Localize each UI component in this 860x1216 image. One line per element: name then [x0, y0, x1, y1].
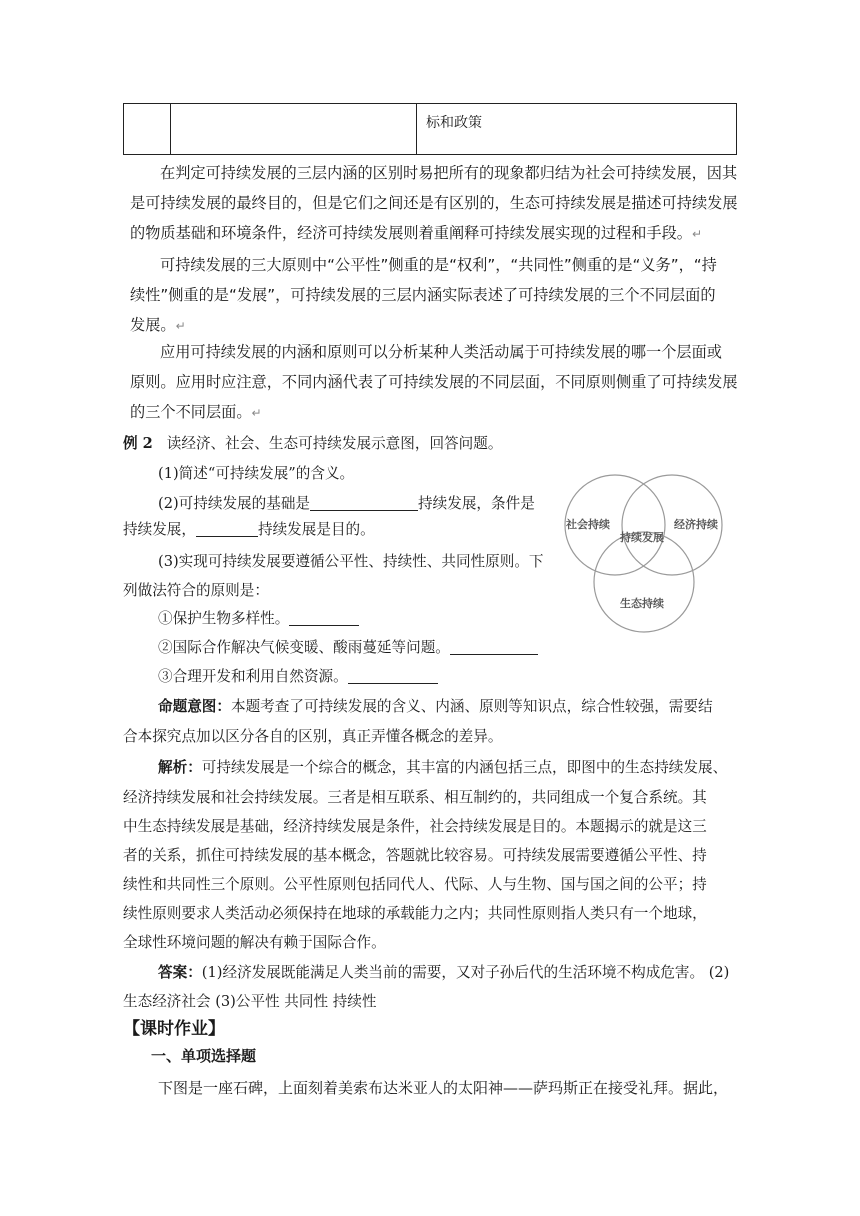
text-line: 发展。 [130, 316, 176, 334]
venn-label-social: 社会持续 [566, 518, 610, 531]
return-mark: ↵ [691, 227, 702, 241]
analysis-line-6: 续性原则要求人类活动必须保持在地球的承载能力之内；共同性原则指人类只有一个地球， [123, 905, 707, 922]
venn-label-economic: 经济持续 [674, 518, 718, 531]
answer-blank[interactable] [348, 667, 438, 684]
table-fragment [123, 103, 737, 155]
answer-blank[interactable] [310, 494, 418, 511]
example-prompt-text: 读经济、社会、生态可持续发展示意图，回答问题。 [166, 435, 503, 452]
analysis-line-7: 全球性环境问题的解决有赖于国际合作。 [123, 934, 386, 951]
intent-line-1 [158, 697, 713, 717]
ecological-circle [594, 532, 694, 632]
option-2 [158, 638, 538, 658]
question-3: (3)实现可持续发展要遵循公平性、持续性、共同性原则。下 [158, 553, 544, 570]
table-divider [170, 104, 171, 154]
q2-text: 持续发展， [123, 521, 196, 538]
paragraph-2 [130, 250, 740, 341]
analysis-line-4: 者的关系，抓住可持续发展的基本概念，答题就比较容易。可持续发展需要遵循公平性、持 [123, 847, 707, 864]
intent-line-2: 合本探究点加以区分各自的区别，真正弄懂各概念的差异。 [123, 728, 503, 745]
table-cell-text: 标和政策 [426, 115, 482, 131]
option-text: ②国际合作解决气候变暖、酸雨蔓延等问题。 [158, 639, 450, 656]
question-3-cont: 列做法符合的原则是： [123, 582, 269, 599]
text-line: 的三个不同层面。 [130, 403, 252, 421]
q2-text: 持续发展，条件是 [418, 495, 535, 512]
question-2 [158, 494, 535, 514]
answer-label: 答案： [158, 964, 202, 981]
option-text: ①保护生物多样性。 [158, 610, 290, 627]
answer-blank[interactable] [450, 638, 538, 655]
answer-line-2: 生态经济社会 (3)公平性 共同性 持续性 [123, 993, 377, 1010]
venn-diagram [560, 470, 730, 640]
q2-text: (2)可持续发展的基础是 [158, 495, 311, 512]
q2-text: 持续发展是目的。 [257, 521, 375, 538]
question-2-cont [123, 520, 375, 540]
text-line: 可持续发展的三大原则中“公平性”侧重的是“权利”，“共同性”侧重的是“义务”，“持 [160, 256, 717, 274]
analysis-line-5: 续性和共同性三个原则。公平性原则包括同代人、代际、人与生物、国与国之间的公平；持 [123, 876, 707, 893]
paragraph-1 [130, 158, 740, 249]
paragraph-3 [130, 337, 740, 428]
intent-label: 命题意图： [158, 698, 231, 715]
answer-blank[interactable] [196, 520, 258, 537]
answer-blank[interactable] [289, 609, 359, 626]
section-heading: 【课时作业】 [123, 1019, 225, 1039]
analysis-line-3: 中生态持续发展是基础，经济持续发展是条件，社会持续发展是目的。本题揭示的就是这三 [123, 818, 707, 835]
example-label: 例 2 [123, 435, 153, 452]
example-prompt [123, 434, 502, 454]
sub-heading: 一、单项选择题 [151, 1047, 257, 1065]
question-intro: 下图是一座石碑，上面刻着美索布达米亚人的太阳神——萨玛斯正在接受礼拜。据此， [158, 1079, 729, 1097]
text-line: 原则。应用时应注意，不同内涵代表了可持续发展的不同层面，不同原则侧重了可持续发展 [130, 373, 738, 391]
venn-label-ecological: 生态持续 [620, 597, 664, 610]
option-text: ③合理开发和利用自然资源。 [158, 668, 348, 685]
text-line: 应用可持续发展的内涵和原则可以分析某种人类活动属于可持续发展的哪一个层面或 [160, 343, 722, 361]
analysis-line-1 [158, 758, 727, 778]
intent-text: 本题考查了可持续发展的含义、内涵、原则等知识点，综合性较强，需要结 [230, 698, 713, 715]
analysis-line-2: 经济持续发展和社会持续发展。三者是相互联系、相互制约的，共同组成一个复合系统。其 [123, 789, 707, 806]
return-mark: ↵ [251, 406, 262, 420]
answer-line-1 [158, 963, 729, 983]
table-divider [416, 104, 417, 154]
text-line: 续性”侧重的是“发展”，可持续发展的三层内涵实际表述了可持续发展的三个不同层面的 [130, 286, 716, 304]
venn-label-center: 持续发展 [620, 531, 664, 544]
text-line: 是可持续发展的最终目的，但是它们之间还是有区别的，生态可持续发展是描述可持续发展 [130, 194, 738, 212]
answer-text: (1)经济发展既能满足人类当前的需要，又对子孙后代的生活环境不构成危害。 (2) [201, 964, 730, 981]
option-1 [158, 609, 359, 629]
text-line: 的物质基础和环境条件，经济可持续发展则着重阐释可持续发展实现的过程和手段。 [130, 224, 692, 242]
text-line: 在判定可持续发展的三层内涵的区别时易把所有的现象都归结为社会可持续发展，因其 [160, 164, 738, 182]
analysis-label: 解析： [158, 759, 202, 776]
question-1: (1)简述“可持续发展”的含义。 [158, 465, 355, 482]
analysis-text: 可持续发展是一个综合的概念，其丰富的内涵包括三点，即图中的生态持续发展、 [201, 759, 728, 776]
return-mark: ↵ [175, 319, 186, 333]
option-3 [158, 667, 438, 687]
